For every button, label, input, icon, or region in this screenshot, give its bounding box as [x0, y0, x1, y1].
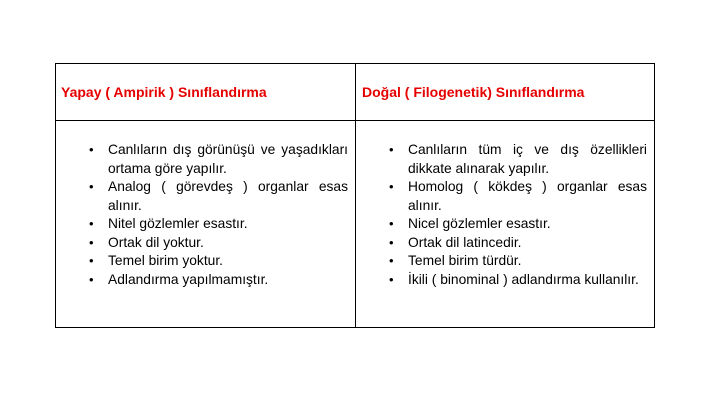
header-title-artificial: Yapay ( Ampirik ) Sınıflandırma: [61, 84, 267, 100]
list-item: • Temel birim türdür.: [389, 252, 647, 271]
list-item: • Canlıların tüm iç ve dış özellikleri dikkate alınarak yapılır.: [389, 141, 647, 178]
header-cell-natural: [356, 64, 654, 121]
header-title-natural: Doğal ( Filogenetik) Sınıflandırma: [362, 84, 585, 100]
list-item: • Homolog ( kökdeş ) organlar esas alınır.: [389, 178, 647, 215]
list-item: • Ortak dil latincedir.: [389, 234, 647, 253]
header-cell-artificial: [56, 64, 356, 121]
body-cell-artificial: [56, 121, 356, 327]
list-item: • Analog ( görevdeş ) organlar esas alınır.: [89, 178, 348, 215]
list-item: • İkili ( binominal ) adlandırma kullanılır.: [389, 271, 647, 290]
list-item: • Temel birim yoktur.: [89, 252, 348, 271]
body-cell-natural: [356, 121, 654, 327]
list-item: • Nitel gözlemler esastır.: [89, 215, 348, 234]
list-item: • Adlandırma yapılmamıştır.: [89, 271, 348, 290]
list-item: • Nicel gözlemler esastır.: [389, 215, 647, 234]
list-item: • Canlıların dış görünüşü ve yaşadıkları ortama göre yapılır.: [89, 141, 348, 178]
natural-list: [389, 141, 647, 289]
classification-table: [55, 63, 655, 328]
list-item: • Ortak dil yoktur.: [89, 234, 348, 253]
artificial-list: [89, 141, 348, 289]
